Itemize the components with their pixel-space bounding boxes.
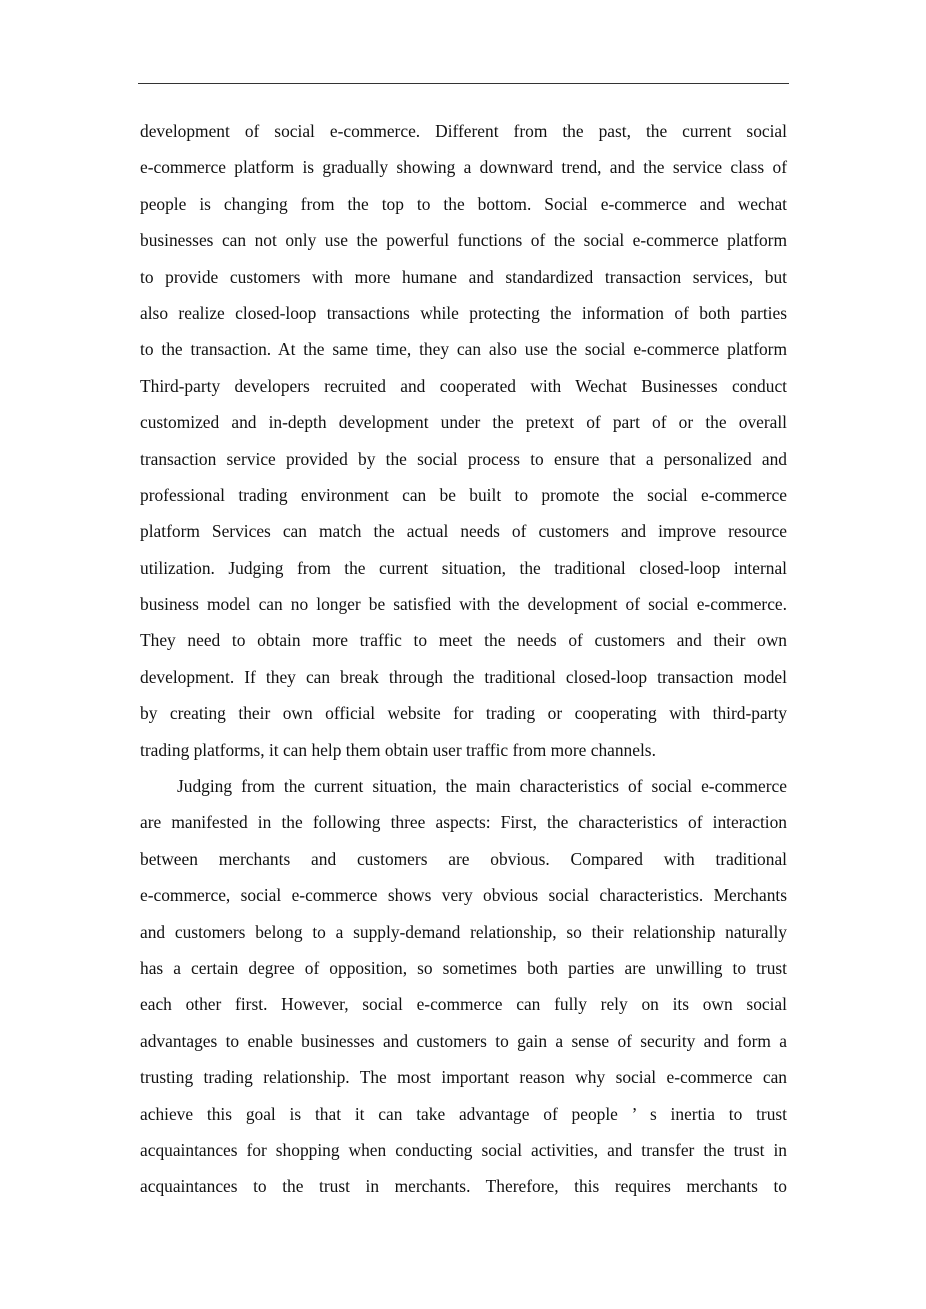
text-line-content: to provide customers with more humane and standardized transaction services, but — [140, 266, 787, 287]
text-line — [140, 841, 787, 877]
text-line — [140, 586, 787, 622]
text-line-content: Third-party developers recruited and cooperated with Wechat Businesses conduct — [140, 375, 787, 396]
text-line-content: transaction service provided by the social process to ensure that a personalized and — [140, 448, 787, 469]
text-line — [140, 295, 787, 331]
text-line — [140, 441, 787, 477]
text-line-content: e-commerce, social e-commerce shows very obvious social characteristics. Merchants — [140, 885, 787, 906]
text-line-content: trading platforms, it can help them obtain user traffic from more channels. — [140, 739, 656, 760]
text-line-content: trusting trading relationship. The most important reason why social e-commerce can — [140, 1067, 787, 1088]
text-line-content: each other first. However, social e-commerce can fully rely on its own social — [140, 994, 787, 1015]
text-line — [140, 732, 787, 768]
text-line-content: by creating their own official website for trading or cooperating with third-party — [140, 703, 787, 724]
text-line — [140, 804, 787, 840]
paragraph — [140, 113, 787, 768]
paragraph — [140, 768, 787, 1205]
text-line — [140, 149, 787, 185]
text-line-content: They need to obtain more traffic to meet the needs of customers and their own — [140, 630, 787, 651]
text-line — [140, 1023, 787, 1059]
text-line — [140, 404, 787, 440]
text-line — [140, 113, 787, 149]
text-line — [140, 259, 787, 295]
text-line-content: platform Services can match the actual needs of customers and improve resource — [140, 521, 787, 542]
text-line — [140, 513, 787, 549]
text-line — [140, 331, 787, 367]
text-line-content: acquaintances for shopping when conducting social activities, and transfer the trust in — [140, 1139, 787, 1160]
text-line-content: people is changing from the top to the bottom. Social e-commerce and wechat — [140, 193, 787, 214]
text-line-content: has a certain degree of opposition, so sometimes both parties are unwilling to trust — [140, 957, 787, 978]
body-text — [140, 113, 787, 1205]
text-line-content: business model can no longer be satisfied with the development of social e-commerce. — [140, 594, 787, 615]
text-line — [140, 622, 787, 658]
text-line — [140, 659, 787, 695]
text-line — [140, 186, 787, 222]
text-line — [140, 950, 787, 986]
text-line-content: Judging from the current situation, the main characteristics of social e-commerce — [177, 776, 787, 797]
text-line — [140, 877, 787, 913]
text-line — [140, 368, 787, 404]
header-rule — [138, 83, 789, 84]
text-line-content: utilization. Judging from the current situation, the traditional closed-loop internal — [140, 557, 787, 578]
text-line-content: professional trading environment can be built to promote the social e-commerce — [140, 484, 787, 505]
text-line-content: are manifested in the following three aspects: First, the characteristics of interaction — [140, 812, 787, 833]
text-line — [140, 1059, 787, 1095]
text-line — [140, 695, 787, 731]
text-line-content: advantages to enable businesses and customers to gain a sense of security and form a — [140, 1030, 787, 1051]
text-line-content: between merchants and customers are obvious. Compared with traditional — [140, 848, 787, 869]
text-line — [140, 477, 787, 513]
text-line — [140, 1096, 787, 1132]
text-line-content: acquaintances to the trust in merchants. Therefore, this requires merchants to — [140, 1176, 787, 1197]
text-line-content: development. If they can break through the traditional closed-loop transaction model — [140, 666, 787, 687]
text-line-content: businesses can not only use the powerful functions of the social e-commerce platform — [140, 230, 787, 251]
text-line-content: achieve this goal is that it can take advantage of people ’ s inertia to trust — [140, 1103, 787, 1124]
text-line — [140, 1168, 787, 1204]
text-line-content: and customers belong to a supply-demand relationship, so their relationship naturally — [140, 921, 787, 942]
text-line — [140, 914, 787, 950]
text-line — [140, 768, 787, 804]
text-line-content: development of social e-commerce. Different from the past, the current social — [140, 121, 787, 141]
text-line — [140, 986, 787, 1022]
text-line-content: to the transaction. At the same time, they can also use the social e-commerce platform — [140, 339, 787, 360]
text-line-content: customized and in-depth development under the pretext of part of or the overall — [140, 412, 787, 433]
text-line-content: e-commerce platform is gradually showing a downward trend, and the service class of — [140, 157, 787, 178]
text-line-content: also realize closed-loop transactions while protecting the information of both parties — [140, 302, 787, 323]
text-line — [140, 1132, 787, 1168]
text-line — [140, 550, 787, 586]
text-line — [140, 222, 787, 258]
